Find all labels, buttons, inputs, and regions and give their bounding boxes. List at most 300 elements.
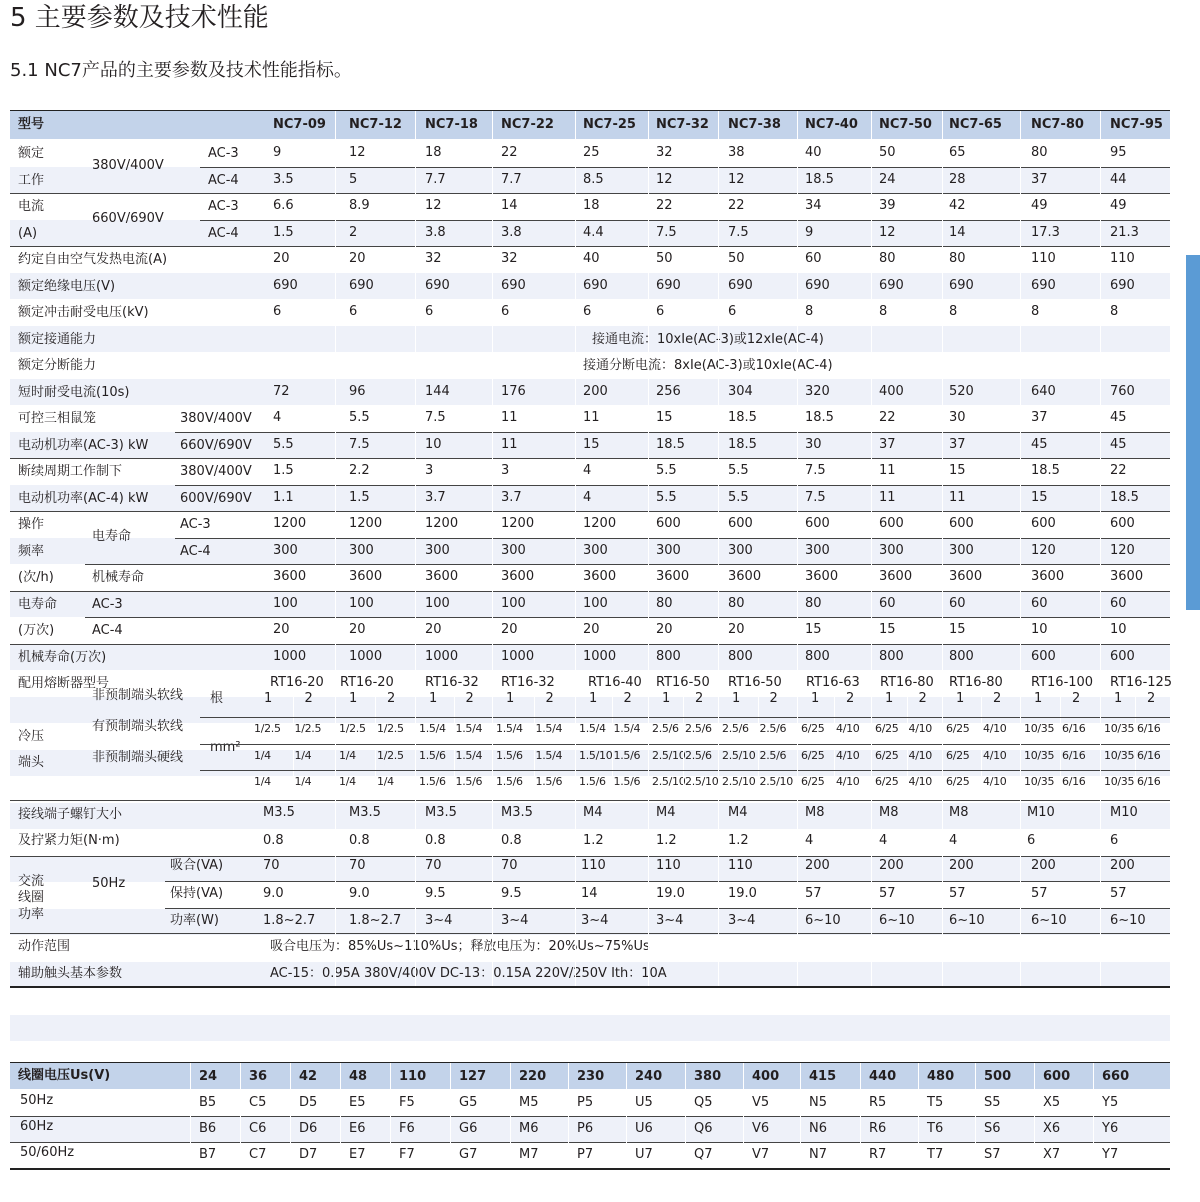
current-value: 3.8 [425, 224, 446, 240]
coil-code: C6 [249, 1121, 267, 1136]
motor-value: 11 [501, 410, 518, 425]
mlife-value: 1000 [273, 648, 307, 664]
crimp-size: 1/4 [294, 748, 312, 762]
freq-value: 1200 [425, 516, 459, 531]
crimp-size: 2.5/10 [722, 775, 756, 788]
coil-code: S5 [984, 1095, 1001, 1110]
param-value: 690 [1031, 277, 1056, 293]
current-value: 12 [879, 224, 896, 240]
coil-code: N6 [809, 1121, 827, 1136]
param-value: 6 [425, 304, 434, 319]
crimp-size: 1/2.5 [294, 722, 322, 735]
crimp-size: 2.5/10 [759, 775, 793, 788]
coil-column-divider [290, 1063, 291, 1168]
crimp-sub-label: 非预制端头软线 [92, 687, 184, 703]
crimp-size: 6/16 [1062, 775, 1086, 788]
param-value: 690 [656, 277, 681, 293]
crimp-count: 1 [662, 690, 671, 706]
elife-value: 60 [1031, 595, 1048, 611]
motor-value: 5.5 [349, 410, 370, 425]
coil-column-divider [743, 1063, 744, 1168]
motor-value: 45 [1110, 410, 1127, 425]
coil-voltage-header: 600 [1043, 1069, 1071, 1084]
fuse-value: RT16-20 [270, 675, 324, 690]
current-value: 65 [949, 145, 966, 160]
param-value: 6 [583, 304, 592, 319]
torque-value: 1.2 [728, 833, 749, 848]
crimp-size: 2.5/6 [685, 748, 712, 762]
crimp-size: 4/10 [983, 775, 1007, 788]
crimp-size: 1.5/6 [579, 775, 606, 788]
coil-voltage-header: 660 [1102, 1069, 1130, 1084]
crimp-count: 2 [1147, 690, 1156, 706]
motor-label: 电动机功率(AC-3) kW [18, 437, 149, 453]
param-label: 机械寿命(万次) [18, 649, 107, 665]
torque-value: 0.8 [349, 833, 370, 848]
coil-label: 交流 [18, 873, 45, 889]
coil-pull-value: 110 [728, 857, 753, 873]
current-value: 5 [349, 171, 358, 187]
motor-value: 3.7 [425, 489, 446, 505]
freq-value: 600 [728, 516, 753, 531]
coil-code: Q6 [694, 1121, 713, 1136]
coil-column-divider [975, 1063, 976, 1168]
mlife-value: 1000 [583, 648, 617, 664]
mlife-value: 1000 [349, 648, 383, 664]
header-model-7: NC7-40 [805, 117, 858, 132]
motor-value: 18.5 [656, 436, 685, 452]
elife-value: 100 [273, 595, 298, 611]
category-label: AC-4 [92, 623, 123, 638]
coil-header-label: 线圈电压Us(V) [18, 1068, 111, 1083]
crimp-size: 2.5/6 [722, 722, 749, 735]
freq-value: 1200 [349, 516, 383, 531]
coil-hold-label: 保持(VA) [170, 886, 224, 901]
crimp-size: 1.5/4 [535, 722, 563, 735]
freq-value: 300 [501, 542, 526, 558]
crimp-size: 1/4 [339, 775, 356, 788]
crimp-sub-label: 有预制端头软线 [92, 719, 184, 734]
current-value: 7.5 [656, 224, 677, 240]
coil-code: G6 [459, 1121, 478, 1136]
mlife-value: 1000 [425, 648, 459, 664]
coil-code: X6 [1043, 1121, 1061, 1136]
freq-value: 3600 [949, 569, 983, 584]
mlife-value: 800 [805, 648, 830, 664]
current-value: 18.5 [805, 171, 834, 187]
motor-value: 18.5 [1110, 489, 1139, 505]
coil-code: U7 [635, 1147, 653, 1162]
param-value: 40 [583, 251, 600, 266]
voltage-label: 380V/400V [180, 464, 252, 479]
crimp-count: 2 [918, 690, 927, 706]
param-value: 110 [1031, 251, 1056, 266]
coil-code: N5 [809, 1095, 827, 1110]
unit-label: mm² [210, 739, 241, 755]
coil-power-value: 3~4 [728, 912, 756, 928]
freq-value: 3600 [805, 569, 839, 584]
current-value: 14 [949, 224, 966, 240]
crimp-size: 6/16 [1062, 722, 1086, 735]
motor-value: 5.5 [273, 436, 294, 452]
motor-value: 45 [1110, 436, 1127, 452]
coil-code: B7 [199, 1147, 217, 1162]
coil-column-divider [190, 1063, 191, 1168]
elife-value: 80 [805, 595, 822, 611]
freq-value: 3600 [879, 569, 913, 584]
param-label: 配用熔断器型号 [18, 676, 110, 691]
elife-value: 20 [501, 622, 518, 637]
torque-value: 4 [805, 833, 814, 848]
coil-column-divider [450, 1063, 451, 1168]
param-value: 80 [879, 251, 896, 266]
screw-value: M8 [949, 804, 969, 820]
header-model-6: NC7-38 [728, 117, 781, 132]
coil-power-value: 3~4 [425, 912, 453, 928]
current-value: 6.6 [273, 198, 294, 213]
freq-value: 300 [728, 542, 753, 558]
crimp-size: 6/16 [1137, 722, 1161, 735]
motor-label: 断续周期工作制下 [18, 464, 123, 479]
freq-value: 300 [805, 542, 830, 558]
coil-code: U5 [635, 1095, 653, 1110]
category-label: AC-4 [208, 225, 239, 241]
coil-freq-label: 50Hz [20, 1093, 54, 1108]
crimp-size: 1.5/4 [496, 722, 523, 735]
elife-value: 80 [728, 595, 745, 611]
coil-label: 功率 [18, 906, 45, 922]
coil-hold-value: 9.5 [501, 886, 522, 901]
crimp-count: 1 [506, 690, 515, 706]
param-label: 约定自由空气发热电流(A) [18, 252, 168, 267]
short-time-value: 760 [1110, 383, 1135, 399]
param-value: 690 [583, 277, 608, 293]
current-label: 工作 [18, 172, 45, 188]
param-value: 690 [805, 277, 830, 293]
motor-value: 11 [879, 463, 896, 478]
coil-code: Q5 [694, 1095, 713, 1110]
crimp-size: 4/10 [908, 722, 933, 735]
making-capacity-text: 接通电流：10xIe(AC-3)或12xIe(AC-4) [592, 331, 824, 347]
short-time-value: 176 [501, 383, 526, 399]
crimp-size: 4/10 [908, 775, 933, 788]
freq-value: 120 [1110, 542, 1135, 558]
crimp-size: 1/2.5 [254, 722, 281, 735]
current-value: 49 [1110, 198, 1127, 213]
coil-pull-value: 200 [805, 857, 830, 873]
motor-value: 10 [425, 436, 442, 452]
motor-value: 11 [583, 410, 600, 425]
coil-row-rule [10, 1142, 1170, 1143]
elife-value: 10 [1031, 622, 1048, 637]
crimp-size: 1.5/6 [419, 748, 446, 762]
header-model-4: NC7-25 [583, 117, 636, 132]
torque-value: 6 [1027, 833, 1036, 848]
elife-value: 20 [273, 622, 290, 637]
freq-value: 3600 [501, 569, 535, 584]
elife-label: (万次) [18, 623, 55, 638]
current-value: 9 [273, 145, 282, 160]
header-model-5: NC7-32 [656, 117, 709, 132]
coil-pull-value: 110 [656, 857, 681, 873]
crimp-size: 6/16 [1137, 748, 1161, 762]
crimp-size: 1.5/6 [496, 775, 523, 788]
motor-value: 15 [656, 410, 673, 425]
current-value: 7.5 [728, 224, 749, 240]
freq-value: 3600 [728, 569, 762, 584]
freq-value: 3600 [425, 569, 459, 584]
crimp-size: 6/25 [801, 722, 825, 735]
motor-value: 45 [1031, 436, 1048, 452]
category-label: AC-3 [180, 517, 211, 532]
short-time-value: 520 [949, 383, 974, 399]
crimp-size: 2.5/6 [685, 722, 712, 735]
crimp-count: 2 [846, 690, 855, 706]
crimp-count: 2 [545, 690, 554, 706]
coil-label: 线圈 [18, 890, 45, 905]
coil-pull-value: 200 [879, 857, 904, 873]
fuse-value: RT16-32 [501, 675, 555, 690]
coil-power-value: 3~4 [581, 912, 609, 928]
param-value: 8 [805, 304, 814, 319]
freq-value: 600 [949, 516, 974, 531]
motor-value: 11 [879, 489, 896, 505]
freq-value: 600 [1031, 516, 1056, 531]
crimp-size: 6/25 [801, 748, 825, 762]
crimp-size: 6/25 [946, 722, 970, 735]
freq-value: 600 [1110, 516, 1135, 531]
crimp-size: 2.5/10 [722, 748, 756, 762]
crimp-size: 2.5/6 [652, 722, 679, 735]
coil-code: V7 [752, 1147, 770, 1162]
crimp-size: 6/25 [875, 722, 899, 735]
crimp-size: 1.5/4 [455, 722, 483, 735]
crimp-count: 1 [1114, 690, 1123, 706]
motor-value: 7.5 [425, 410, 446, 425]
coil-freq-label: 60Hz [20, 1119, 54, 1134]
torque-value: 6 [1110, 833, 1119, 848]
freq-value: 300 [656, 542, 681, 558]
motor-value: 37 [949, 436, 966, 452]
crimp-size: 1.5/4 [419, 722, 446, 735]
category-label: AC-4 [208, 172, 239, 188]
header-model-9: NC7-65 [949, 117, 1002, 132]
param-value: 20 [273, 251, 290, 266]
crimp-size: 6/16 [1062, 748, 1086, 762]
current-value: 39 [879, 198, 896, 213]
coil-hold-value: 57 [949, 886, 966, 901]
crimp-size: 4/10 [836, 748, 860, 762]
motor-value: 1.5 [349, 489, 370, 505]
mlife-value: 800 [728, 648, 753, 664]
param-value: 60 [805, 251, 822, 266]
motor-label: 电动机功率(AC-4) kW [18, 490, 149, 506]
param-value: 80 [949, 251, 966, 266]
freq-value: 600 [656, 516, 681, 531]
fuse-value: RT16-50 [656, 675, 710, 690]
coil-voltage-header: 48 [349, 1069, 368, 1084]
param-value: 20 [349, 251, 366, 266]
motor-value: 5.5 [656, 463, 677, 478]
motor-value: 7.5 [349, 436, 370, 452]
torque-value: 4 [879, 833, 888, 848]
category-label: AC-3 [208, 146, 239, 161]
motor-value: 4 [583, 489, 592, 505]
current-value: 34 [805, 198, 822, 213]
header-model-11: NC7-95 [1110, 117, 1163, 132]
motor-value: 4 [583, 463, 592, 478]
freq-value: 3600 [273, 569, 307, 584]
coil-hold-value: 19.0 [656, 886, 685, 901]
coil-voltage-header: 380 [694, 1069, 722, 1084]
coil-column-divider [685, 1063, 686, 1168]
current-value: 8.9 [349, 198, 370, 213]
fuse-value: RT16-63 [806, 675, 860, 690]
mlife-value: 1000 [501, 648, 535, 664]
freq-value: 300 [425, 542, 450, 558]
crimp-size: 1/4 [254, 748, 271, 762]
mlife-value: 600 [1110, 648, 1135, 664]
current-value: 1.5 [273, 224, 294, 240]
crimp-size: 1/2.5 [377, 722, 404, 735]
coil-power-value: 1.8~2.7 [263, 912, 316, 928]
voltage-label: 600V/690V [180, 490, 252, 506]
motor-label: 可控三相鼠笼 [18, 411, 97, 426]
motor-value: 22 [879, 410, 896, 425]
coil-code: X5 [1043, 1095, 1061, 1110]
param-label: 动作范围 [18, 939, 71, 954]
torque-value: 0.8 [425, 833, 446, 848]
crimp-size: 6/25 [946, 748, 970, 762]
coil-code: B5 [199, 1095, 217, 1110]
crimp-size: 4/10 [983, 722, 1007, 735]
torque-value: 0.8 [263, 833, 284, 848]
crimp-size: 1.5/6 [613, 775, 641, 788]
freq-label: 操作 [18, 517, 45, 532]
param-label: 辅助触头基本参数 [18, 965, 123, 981]
coil-column-divider [568, 1063, 569, 1168]
current-label: 电流 [18, 199, 45, 214]
freq-value: 3600 [583, 569, 617, 584]
param-value: 8 [1110, 304, 1119, 319]
current-value: 37 [1031, 171, 1048, 187]
crimp-size: 4/10 [836, 722, 860, 735]
coil-voltage-header: 230 [577, 1069, 605, 1084]
header-model-0: NC7-09 [273, 117, 326, 132]
elife-value: 10 [1110, 622, 1127, 637]
mlife-value: 800 [656, 648, 681, 664]
screw-value: M3.5 [501, 804, 533, 820]
param-value: 8 [949, 304, 958, 319]
short-time-value: 400 [879, 383, 904, 399]
screw-value: M3.5 [425, 804, 457, 820]
coil-voltage-header: 415 [809, 1069, 837, 1084]
coil-voltage-header: 240 [635, 1069, 663, 1084]
coil-code: M7 [519, 1147, 539, 1162]
coil-power-label: 功率(W) [170, 912, 219, 928]
coil-code: V6 [752, 1121, 770, 1136]
screw-value: M10 [1110, 804, 1138, 820]
freq-value: 300 [349, 542, 374, 558]
coil-column-divider [510, 1063, 511, 1168]
param-value: 690 [879, 277, 904, 293]
crimp-size: 1/2.5 [377, 748, 404, 762]
voltage-label: 380V/400V [92, 158, 164, 173]
motor-value: 4 [273, 410, 282, 425]
motor-value: 18.5 [805, 410, 834, 425]
current-value: 7.7 [425, 171, 446, 187]
current-value: 3.8 [501, 224, 522, 240]
crimp-size: 1/4 [377, 775, 394, 788]
current-value: 12 [349, 145, 366, 160]
motor-value: 18.5 [728, 410, 757, 425]
coil-code: R7 [869, 1147, 887, 1162]
crimp-size: 1.5/4 [579, 722, 606, 735]
coil-power-value: 3~4 [501, 912, 529, 928]
coil-power-value: 1.8~2.7 [349, 912, 402, 928]
current-value: 44 [1110, 171, 1127, 187]
crimp-size: 2.5/10 [685, 775, 719, 788]
freq-value: 3600 [1110, 569, 1144, 584]
coil-code: P6 [577, 1121, 594, 1136]
param-value: 690 [349, 277, 374, 293]
current-label: 额定 [18, 146, 45, 161]
crimp-size: 10/35 [1104, 775, 1135, 788]
motor-value: 22 [1110, 463, 1127, 478]
current-value: 12 [425, 198, 442, 213]
motor-value: 5.5 [656, 489, 677, 505]
param-value: 690 [425, 277, 450, 293]
coil-code: P7 [577, 1147, 594, 1162]
crimp-size: 10/35 [1024, 748, 1055, 762]
motor-value: 7.5 [805, 463, 826, 478]
coil-code: E5 [349, 1095, 366, 1110]
param-label: 额定冲击耐受电压(kV) [18, 305, 149, 320]
freq-value: 300 [949, 542, 974, 558]
param-label: 接线端子螺钉大小 [18, 806, 123, 822]
param-value: 6 [656, 304, 665, 319]
motor-value: 30 [805, 436, 822, 452]
current-value: 28 [949, 171, 966, 187]
current-value: 18 [583, 198, 600, 213]
screw-value: M8 [879, 804, 899, 820]
motor-value: 1.1 [273, 489, 294, 505]
coil-pull-value: 70 [349, 857, 366, 873]
screw-value: M4 [583, 804, 603, 820]
coil-code: E7 [349, 1147, 366, 1162]
param-value: 690 [1110, 277, 1135, 293]
short-time-value: 304 [728, 383, 753, 399]
torque-value: 0.8 [501, 833, 522, 848]
elife-value: 20 [583, 622, 600, 637]
breaking-capacity-text: 接通分断电流：8xIe(AC-3)或10xIe(AC-4) [583, 358, 833, 373]
crimp-label: 冷压 [18, 728, 45, 744]
freq-value: 300 [273, 542, 298, 558]
crimp-count: 1 [429, 690, 438, 706]
screw-value: M4 [656, 804, 676, 820]
page-title: 5 主要参数及技术性能 [10, 3, 269, 33]
param-value: 6 [273, 304, 282, 319]
coil-hold-value: 57 [1031, 886, 1048, 901]
motor-value: 5.5 [728, 463, 749, 478]
elife-value: 100 [425, 595, 450, 611]
freq-label: 频率 [18, 543, 45, 559]
crimp-size: 10/35 [1024, 722, 1055, 735]
current-value: 12 [728, 171, 745, 187]
coil-code: M6 [519, 1121, 539, 1136]
current-value: 22 [728, 198, 745, 213]
param-value: 6 [501, 304, 510, 319]
